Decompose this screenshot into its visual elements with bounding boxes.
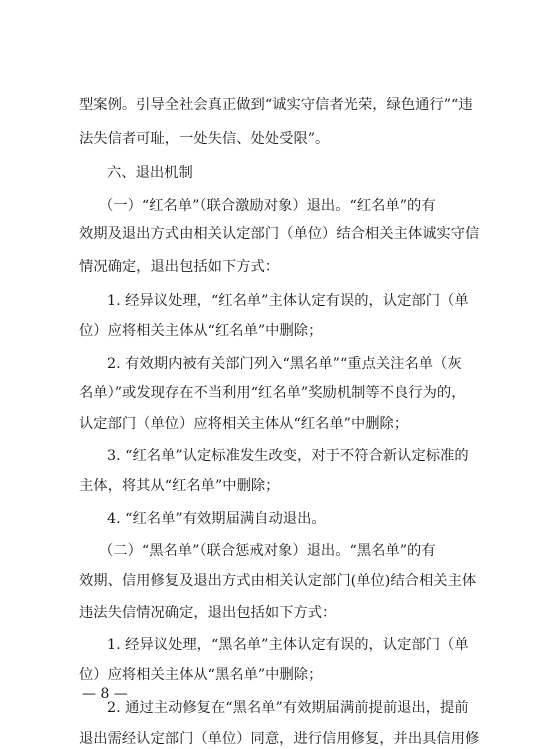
section-heading: 六、退出机制 — [107, 165, 193, 181]
body-text-line: 2. 通过主动修复在“黑名单”有效期届满前提前退出，提前 — [107, 700, 469, 716]
body-text-line: 主体，将其从“红名单”中删除； — [79, 478, 280, 494]
body-text-line: 退出需经认定部门（单位）同意，进行信用修复，并出具信用修 — [79, 731, 480, 747]
body-text-line: 情况确定，退出包括如下方式： — [79, 259, 280, 275]
body-text-line: （二）“黑名单”（联合惩戒对象）退出。“黑名单”的有 — [99, 543, 436, 559]
page-number: — 8 — — [82, 686, 128, 702]
body-text-line: 1. 经异议处理，“红名单”主体认定有误的，认定部门（单 — [107, 293, 469, 309]
body-text-line: 4. “红名单”有效期届满自动退出。 — [107, 511, 326, 527]
body-text-line: 2. 有效期内被有关部门列入“黑名单”“重点关注名单（灰 — [107, 356, 462, 372]
body-text-line: 认定部门（单位）应将相关主体从“红名单”中删除； — [79, 416, 409, 432]
body-text-line: 位）应将相关主体从“红名单”中删除； — [79, 323, 323, 339]
body-text-line: 型案例。引导全社会真正做到“诚实守信者光荣，绿色通行”“违 — [79, 97, 473, 113]
body-text-line: 位）应将相关主体从“黑名单”中删除； — [79, 667, 323, 683]
body-text-line: 法失信者可耻，一处失信、处处受限”。 — [79, 131, 330, 147]
body-text-line: 1. 经异议处理，“黑名单”主体认定有误的，认定部门（单 — [107, 637, 469, 653]
body-text-line: 效期及退出方式由相关认定部门（单位）结合相关主体诚实守信 — [79, 226, 480, 242]
body-text-line: 名单）”或发现存在不当利用“红名单”奖励机制等不良行为的， — [79, 385, 466, 401]
body-text-line: 效期、信用修复及退出方式由相关认定部门(单位)结合相关主体 — [79, 573, 477, 589]
body-text-line: 违法失信情况确定，退出包括如下方式： — [79, 605, 337, 621]
body-text-line: （一）“红名单”（联合激励对象）退出。“红名单”的有 — [99, 198, 436, 214]
body-text-line: 3. “红名单”认定标准发生改变，对于不符合新认定标准的 — [107, 448, 469, 464]
